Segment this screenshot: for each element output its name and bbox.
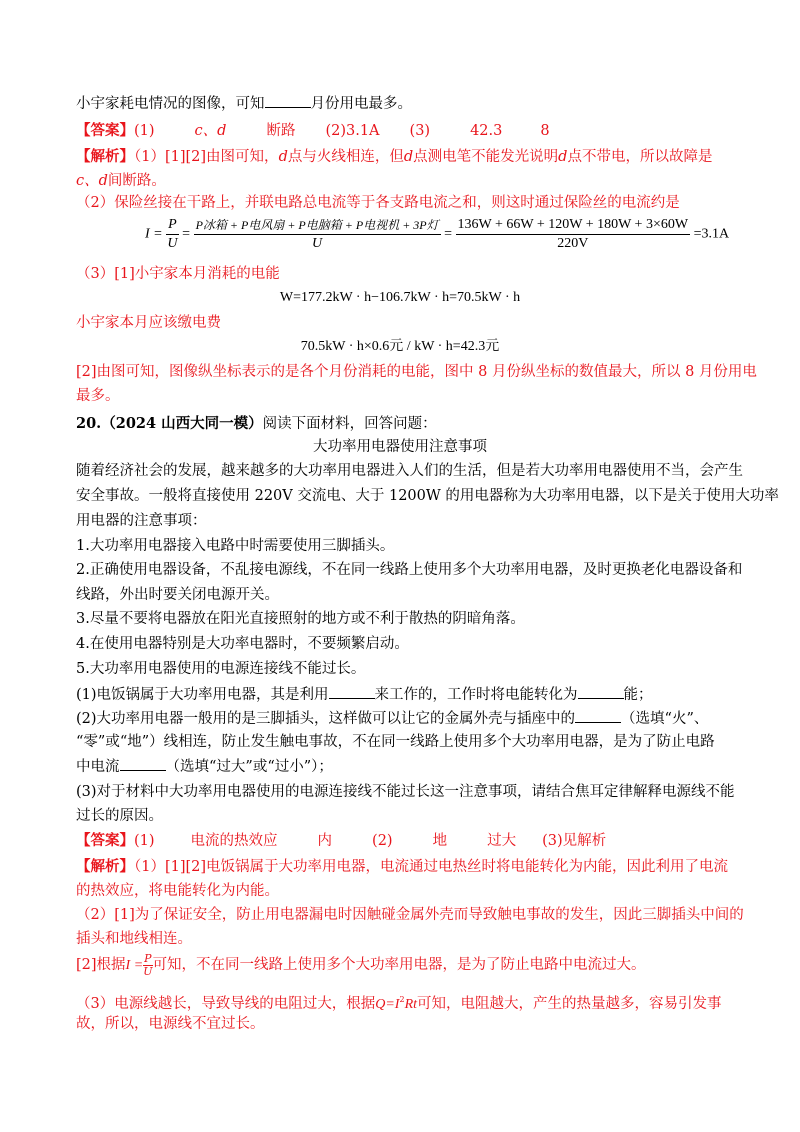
text: 小宇家耗电情况的图像，可知 xyxy=(76,96,265,112)
text: (2)大功率用电器一般用的是三脚插头，这样做可以让它的金属外壳与插座中的 xyxy=(76,711,576,727)
text: 可知，不在同一线路上使用多个大功率用电器，是为了防止电路中电流过大。 xyxy=(152,957,646,973)
text: [2]由图可知，图像纵坐标表示的是各个月份消耗的电能，图中 8 月份纵坐标的数值最大，所以 8 月份用电 xyxy=(76,364,757,380)
formula-symbol: P xyxy=(168,217,177,232)
formula-text: 136W + 66W + 120W + 180W + 3×60W xyxy=(456,216,691,235)
text: （选填“过大”或“过小”）； xyxy=(165,759,333,775)
q20-explanation-3 xyxy=(76,952,736,979)
q19-explanation-4 xyxy=(76,362,757,382)
answer-blank xyxy=(120,756,166,771)
q20-explanation-1b xyxy=(76,881,736,901)
text: 的热效应，将电能转化为内能。 xyxy=(76,883,279,899)
text: 阅读下面材料，回答问题： xyxy=(262,416,437,432)
text: 点与火线相连，但 xyxy=(287,149,404,165)
text: (1)电饭锅属于大功率用电器，其是利用 xyxy=(76,687,329,703)
q19-question-tail xyxy=(76,93,736,114)
q20-sub-2b xyxy=(76,732,736,752)
answer-blank xyxy=(575,708,621,723)
q19-answer xyxy=(76,121,736,141)
energy-formula xyxy=(0,288,800,308)
text: 电流的热效应 xyxy=(190,833,278,849)
text: 1.大功率用电器接入电路中时需要使用三脚插头。 xyxy=(76,538,395,554)
text: 最多。 xyxy=(76,388,120,404)
text: 5.大功率用电器使用的电源连接线不能过长。 xyxy=(76,661,366,677)
text: 插头和地线相连。 xyxy=(76,931,192,947)
text: 安全事故。一般将直接使用 220V 交流电、大于 1200W 的用电器称为大功率用电器，以下是关于使用大功率 xyxy=(76,488,779,504)
q20-heading xyxy=(76,414,736,434)
q20-sub-1 xyxy=(76,684,736,705)
text: (3)见解析 xyxy=(542,833,607,849)
explanation-tag: 【解析】 xyxy=(76,148,134,165)
question-source: （2024 山西大同一模） xyxy=(101,415,263,432)
q19-explanation-1 xyxy=(76,147,736,167)
text: d xyxy=(558,149,568,165)
material-title xyxy=(0,437,800,457)
text: 用电器的注意事项： xyxy=(76,513,207,529)
formula-symbol: = xyxy=(182,226,191,242)
text: 能； xyxy=(623,687,653,703)
text: （3）电源线越长，导致导线的电阻过大，根据 xyxy=(76,996,376,1012)
question-number: 20. xyxy=(76,415,102,432)
material-item-5 xyxy=(76,659,736,679)
text: (2)3.1A xyxy=(325,123,380,139)
text: 8 xyxy=(540,123,550,139)
q19-explanation-3 xyxy=(76,264,736,284)
q19-explanation-4b xyxy=(76,386,736,406)
current-formula xyxy=(145,216,730,253)
material-item-2 xyxy=(76,560,743,580)
text: “零”或“地”）线相连，防止发生触电事故，不在同一线路上使用多个大功率用电器，是为了防止电路 xyxy=(76,734,715,750)
text: 过长的原因。 xyxy=(76,808,163,824)
answer-tag: 【答案】 xyxy=(76,832,134,849)
text: （2）[1]为了保证安全，防止用电器漏电时因触碰金属外壳而导致触电事故的发生，因此三脚插头中间的 xyxy=(76,907,744,923)
text: 小宇家本月应该缴电费 xyxy=(76,315,221,331)
fraction-p-u xyxy=(166,216,179,253)
text: （3）[1]小宇家本月消耗的电能 xyxy=(76,266,280,282)
formula-symbol: I = xyxy=(145,226,163,242)
text: 中电流 xyxy=(76,759,120,775)
text: 2.正确使用电器设备，不乱接电源线，不在同一线路上使用多个大功率用电器，及时更换老化电器设备和 xyxy=(76,562,743,578)
text: （2）保险丝接在干路上，并联电路总电流等于各支路电流之和，则这时通过保险丝的电流约是 xyxy=(76,195,680,211)
text: 3.尽量不要将电器放在阳光直接照射的地方或不利于散热的阴暗角落。 xyxy=(76,611,525,627)
text: (2) xyxy=(372,833,393,849)
text: （1）[1][2]电饭锅属于大功率用电器，电流通过电热丝时将电能转化为内能，因此利用了电流 xyxy=(134,859,729,875)
text: [2]根据 xyxy=(76,957,126,973)
q20-sub-2c xyxy=(76,756,736,777)
fee-formula xyxy=(0,337,800,357)
material-para-1 xyxy=(76,461,743,481)
text: （1）[1][2]由图可知， xyxy=(134,149,279,165)
q20-sub-2 xyxy=(76,708,736,729)
text: (1) xyxy=(134,123,155,139)
material-para-2 xyxy=(76,486,779,506)
material-item-1 xyxy=(76,536,736,556)
q19-explanation-3b xyxy=(76,313,736,333)
q20-answer xyxy=(76,831,736,851)
q20-explanation-2b xyxy=(76,929,736,949)
formula-text: =3.1A xyxy=(693,226,730,242)
text: 内 xyxy=(317,833,333,849)
text: 可知，电阻越大，产生的热量越多，容易引发事 xyxy=(417,996,722,1012)
q20-explanation-4b xyxy=(76,1014,736,1034)
material-item-3 xyxy=(76,609,736,629)
text: 过大 xyxy=(487,833,517,849)
q19-explanation-2 xyxy=(76,193,736,213)
q20-explanation-2 xyxy=(76,905,744,925)
q20-sub-3b xyxy=(76,806,736,826)
text: 故，所以，电源线不宜过长。 xyxy=(76,1016,265,1032)
answer-tag: 【答案】 xyxy=(76,122,134,139)
formula-text: 2 xyxy=(399,995,405,1004)
answer-blank xyxy=(265,93,311,108)
text: (1) xyxy=(134,833,155,849)
material-item-4 xyxy=(76,634,736,654)
formula-symbol: U xyxy=(312,236,323,251)
q19-explanation-1b xyxy=(76,171,736,191)
text: c、d xyxy=(194,123,227,139)
fraction-values xyxy=(456,216,691,253)
text: c、d xyxy=(76,173,108,189)
formula-symbol: U xyxy=(143,964,153,978)
q20-explanation-1 xyxy=(76,857,736,877)
text: （选填“火”、 xyxy=(621,711,709,727)
text: 地 xyxy=(432,833,448,849)
text: 点测电笔不能发光说明 xyxy=(413,149,559,165)
formula-symbol: U xyxy=(167,236,178,251)
text: 42.3 xyxy=(470,123,503,139)
answer-blank xyxy=(329,684,375,699)
text: 断路 xyxy=(266,123,296,139)
material-para-3 xyxy=(76,511,736,531)
text: d xyxy=(278,149,288,165)
q20-explanation-4 xyxy=(76,990,736,1015)
formula-text: 70.5kW · h×0.6元 / kW · h=42.3元 xyxy=(300,339,500,354)
text: 4.在使用电器特别是大功率电器时，不要频繁启动。 xyxy=(76,636,409,652)
text: 点不带电，所以故障是 xyxy=(567,149,713,165)
formula-symbol: I = xyxy=(125,958,144,973)
text: 大功率用电器使用注意事项 xyxy=(313,439,487,455)
formula-symbol: = xyxy=(444,226,453,242)
fraction-power-sum xyxy=(194,216,441,253)
text: 月份用电最多。 xyxy=(310,96,412,112)
formula-text: Rt xyxy=(404,997,418,1012)
text: (3) xyxy=(409,123,431,139)
formula-text: P冰箱 + P电风扇 + P电脑箱 + P电视机 + 3P灯 xyxy=(195,218,439,232)
text: 线路，外出时要关闭电源开关。 xyxy=(76,587,279,603)
formula-text: 220V xyxy=(557,236,589,251)
text: (3)对于材料中大功率用电器使用的电源连接线不能过长这一注意事项，请结合焦耳定律解释电源线不能 xyxy=(76,784,735,800)
material-item-2b xyxy=(76,585,736,605)
fraction-p-u xyxy=(143,953,152,978)
text: 间断路。 xyxy=(107,173,166,189)
formula-text: Q=I xyxy=(375,997,400,1012)
text: 随着经济社会的发展，越来越多的大功率用电器进入人们的生活，但是若大功率用电器使用不当，会产生 xyxy=(76,463,743,479)
text: 来工作的，工作时将电能转化为 xyxy=(374,687,578,703)
q20-sub-3 xyxy=(76,782,736,802)
formula-text: W=177.2kW · h−106.7kW · h=70.5kW · h xyxy=(279,290,521,305)
answer-blank xyxy=(578,684,624,699)
explanation-tag: 【解析】 xyxy=(76,858,134,875)
text: d xyxy=(403,149,414,165)
formula-symbol: P xyxy=(144,951,152,965)
